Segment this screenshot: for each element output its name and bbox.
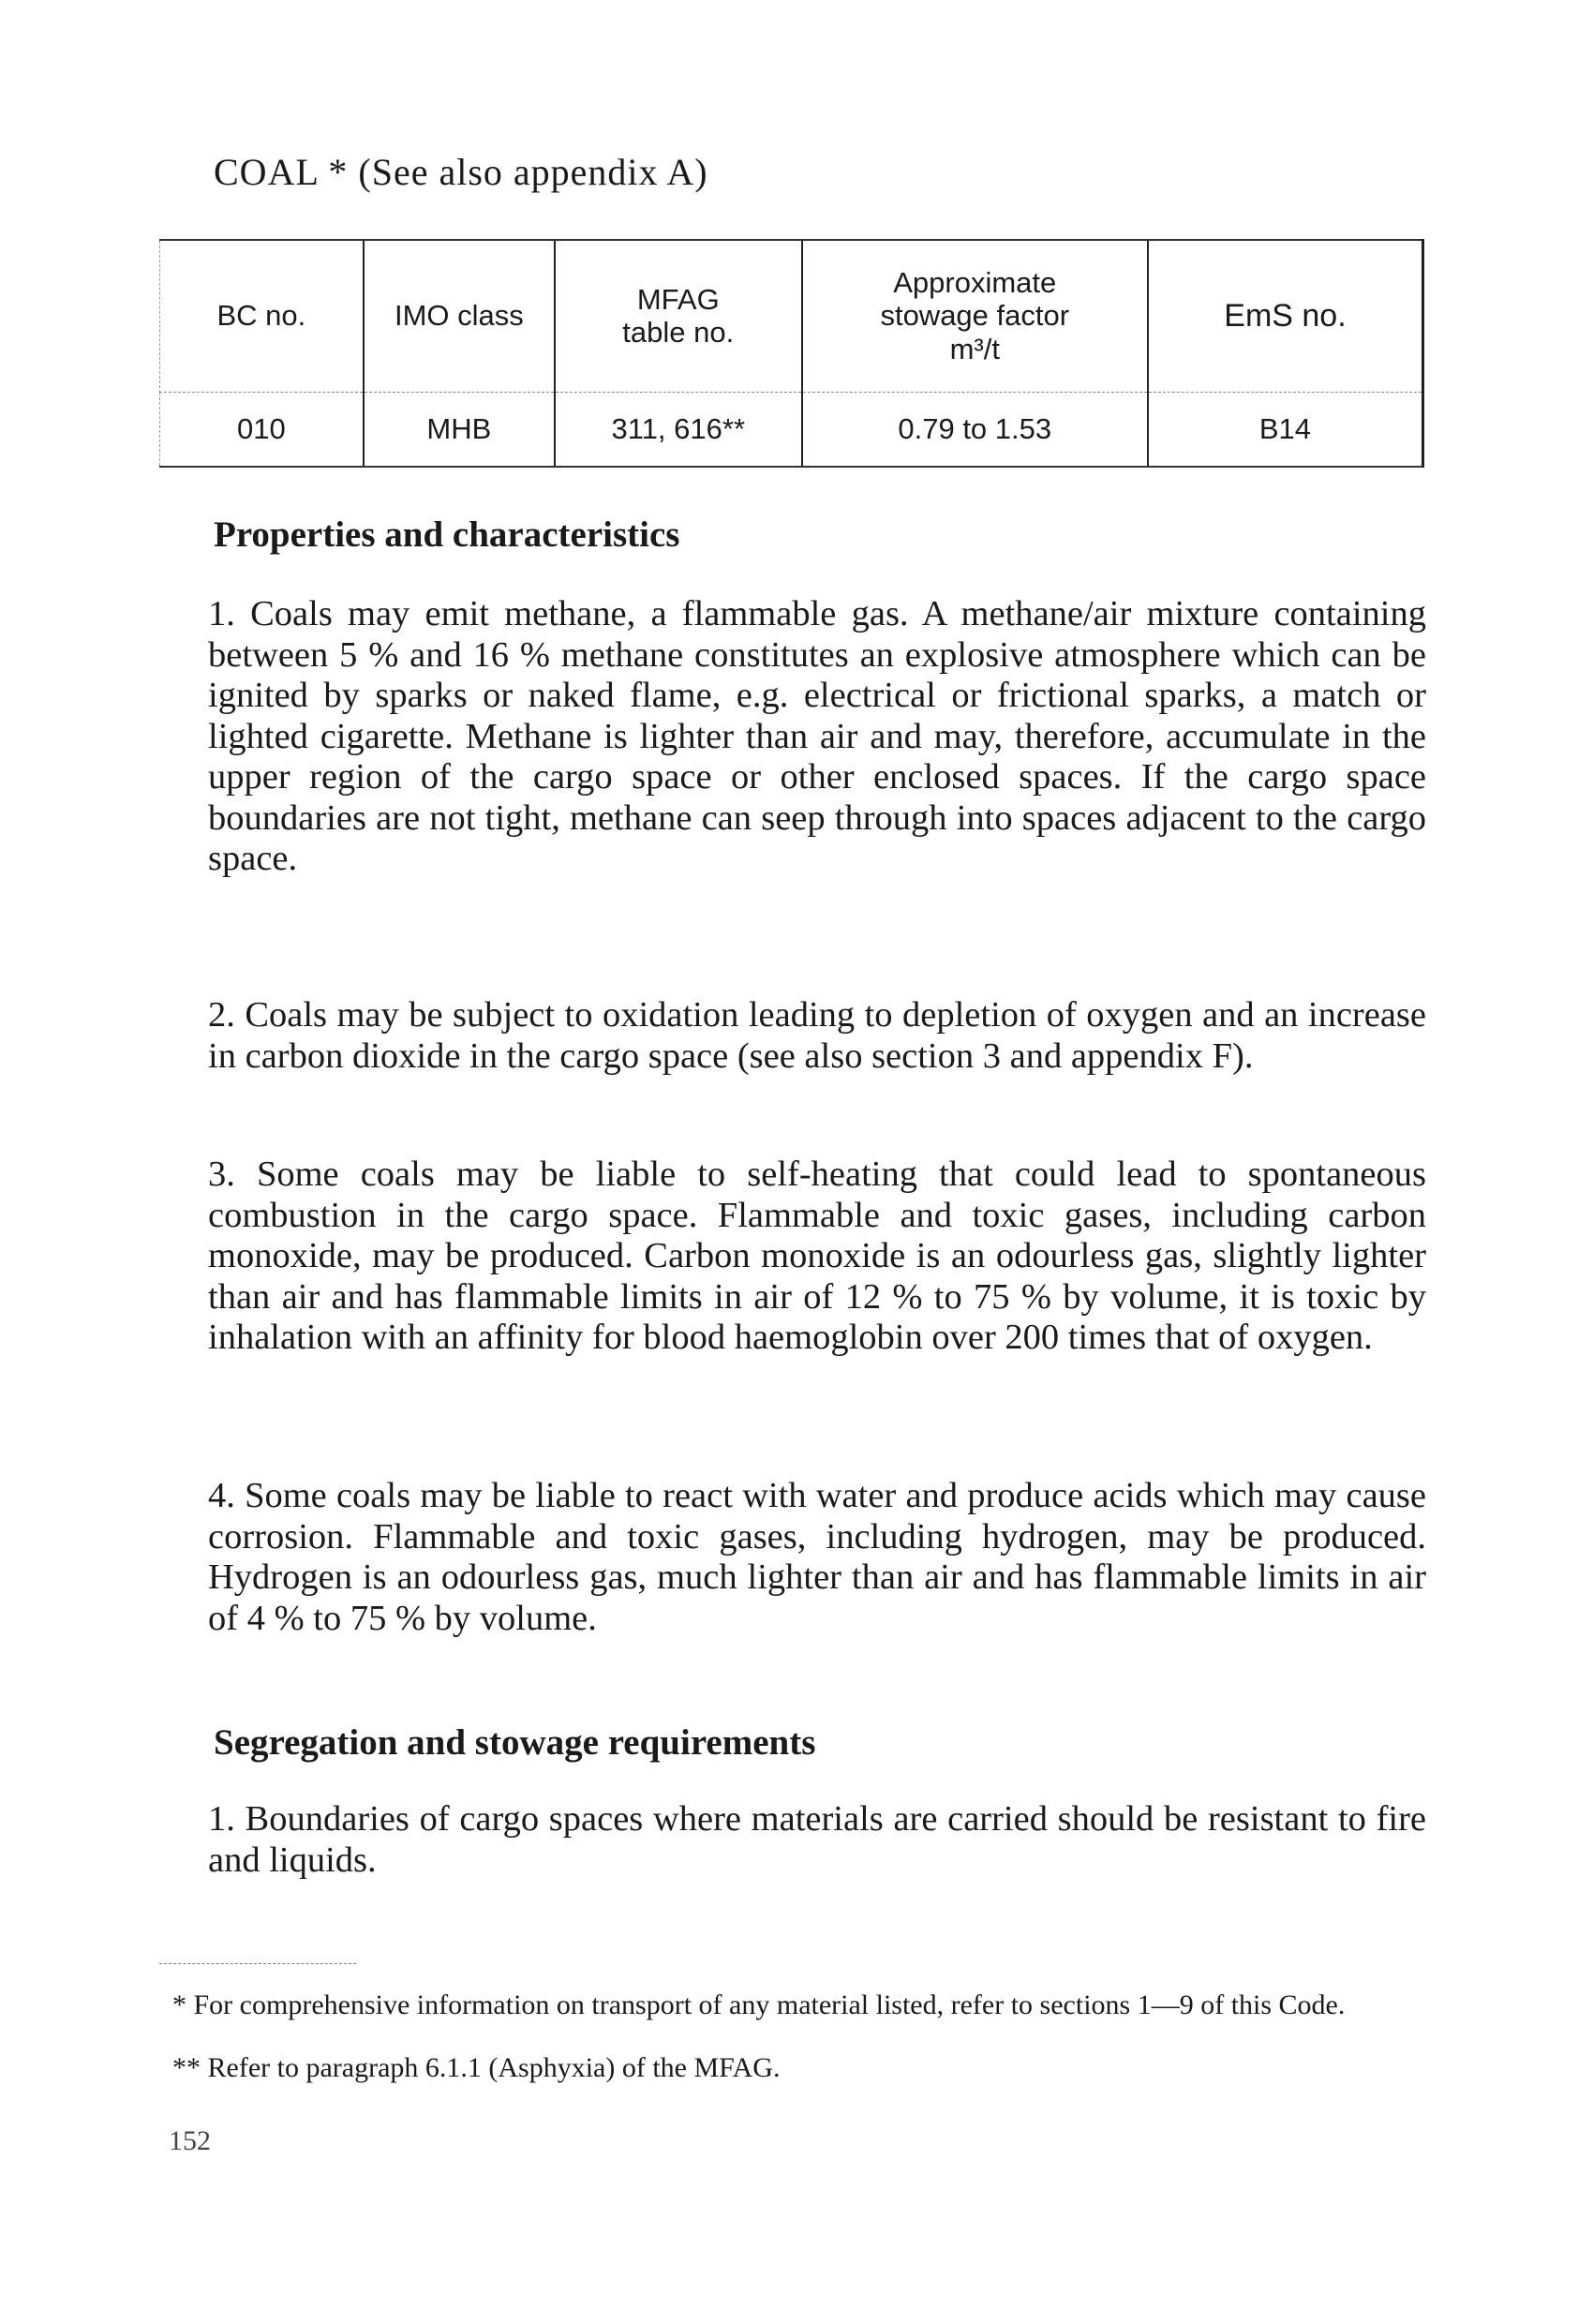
table-row	[160, 392, 1423, 467]
cell-bc-no: 010	[160, 392, 364, 467]
footnote-divider	[159, 1963, 356, 1964]
header-stowage-line2: stowage factor	[880, 299, 1070, 333]
cell-stowage-factor: 0.79 to 1.53	[802, 392, 1148, 467]
header-mfag	[555, 240, 802, 392]
table-header-row	[160, 240, 1423, 392]
properties-paragraph-2: 2. Coals may be subject to oxidation leading to depletion of oxygen and an increase in carbon dioxide in the cargo space (see also section 3 and appendix F).	[208, 995, 1426, 1076]
header-stowage-line3: m³/t	[949, 333, 1000, 366]
segregation-heading: Segregation and stowage requirements	[214, 1722, 816, 1763]
header-stowage-factor	[802, 240, 1148, 392]
header-imo-class: IMO class	[364, 240, 555, 392]
cargo-info-table	[159, 239, 1424, 468]
page-number: 152	[169, 2125, 211, 2156]
header-mfag-line2: table no.	[622, 316, 735, 350]
footnote-1: * For comprehensive information on transport of any material listed, refer to sections 1—9 of this Code.	[172, 1989, 1346, 2020]
header-stowage-line1: Approximate	[893, 265, 1057, 299]
header-mfag-line1: MFAG	[636, 282, 720, 316]
header-ems-no: EmS no.	[1148, 240, 1423, 392]
header-bc-no: BC no.	[160, 240, 364, 392]
properties-paragraph-4: 4. Some coals may be liable to react with water and produce acids which may cause corrosion. Flammable and toxic gases, including hydrogen, may be produced. Hydrogen is an odourless gas, much lighter than air and has flammable limits in air of 4 % to 75 % by volume.	[208, 1476, 1426, 1638]
segregation-paragraph-1: 1. Boundaries of cargo spaces where materials are carried should be resistant to fire and liquids.	[208, 1799, 1426, 1880]
properties-heading: Properties and characteristics	[214, 514, 680, 555]
page-title: COAL * (See also appendix A)	[214, 151, 708, 193]
footnote-2: ** Refer to paragraph 6.1.1 (Asphyxia) of the MFAG.	[172, 2052, 781, 2083]
cell-ems-no: B14	[1148, 392, 1423, 467]
cell-mfag: 311, 616**	[555, 392, 802, 467]
properties-paragraph-1: 1. Coals may emit methane, a flammable gas. A methane/air mixture containing between 5 % and 16 % methane constitutes an explosive atmosphere which can be ignited by sparks or naked flame, e.g. electrical or frictional sparks, a match or lighted cigarette. Methane is lighter than air and may, therefore, accumulate in the upper region of the cargo space or other enclosed spaces. If the cargo space boundaries are not tight, methane can seep through into spaces adjacent to the cargo space.	[208, 594, 1426, 878]
cell-imo-class: MHB	[364, 392, 555, 467]
properties-paragraph-3: 3. Some coals may be liable to self-heating that could lead to spontaneous combustion in the cargo space. Flammable and toxic gases, including carbon monoxide, may be produced. Carbon monoxide is an odourless gas, slightly lighter than air and has flammable limits in air of 12 % to 75 % by volume, it is toxic by inhalation with an affinity for blood haemoglobin over 200 times that of oxygen.	[208, 1155, 1426, 1357]
